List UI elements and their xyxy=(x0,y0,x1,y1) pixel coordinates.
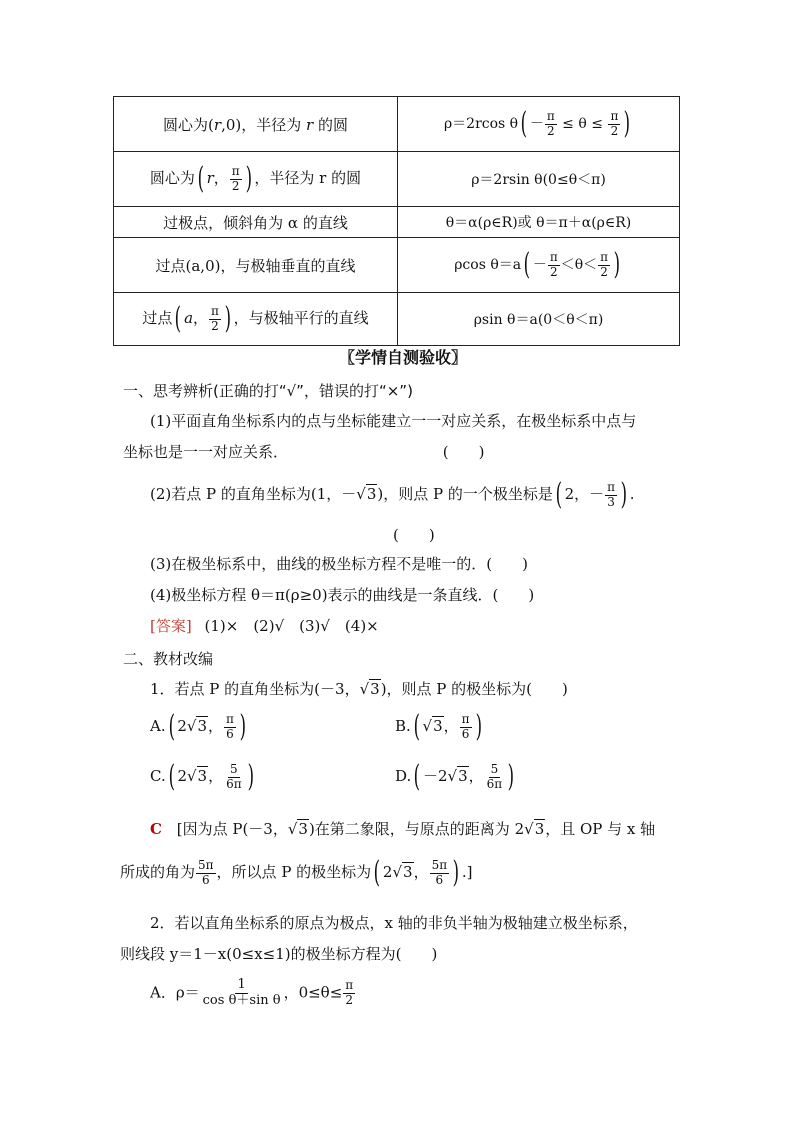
numerator: π xyxy=(231,163,240,178)
table-cell: 过点( a， $\frac{\pi}{2}$ ) ，与极轴平行的直线 xyxy=(114,293,398,346)
bracket-right: 〗 xyxy=(451,348,468,367)
question-text: 2，－ xyxy=(564,485,605,503)
denominator: 2 xyxy=(345,992,354,1007)
solution-text: )在第二象限，与原点的距离为 2 xyxy=(308,820,525,838)
table-cell xyxy=(114,207,398,238)
denominator: 2 xyxy=(231,178,240,193)
radicand: 3 xyxy=(197,717,207,735)
numerator: π xyxy=(345,978,354,993)
radicand: 3 xyxy=(433,717,443,735)
cell-text: ,0)，半径为 xyxy=(221,115,306,134)
sqrt-expression: √3 xyxy=(524,820,545,838)
sqrt-expression: √3 xyxy=(422,717,443,735)
right-paren: ) xyxy=(239,709,246,744)
numerator: 5π xyxy=(431,857,448,872)
right-paren: ) xyxy=(247,759,254,794)
table-row xyxy=(114,293,680,346)
answer-blank: ( ) xyxy=(393,526,435,544)
cell-text: ，半径为 r 的圆 xyxy=(254,169,362,187)
question-text: )，则点 P 的极坐标为( ) xyxy=(380,680,568,698)
left-paren: ( xyxy=(373,855,381,890)
solution-line2: 所成的角为 $\frac{5\pi}{6}$ ，所以点 P 的极坐标为( 2√3， $\frac{5\pi}{6}$ ) .] xyxy=(120,855,473,890)
fraction xyxy=(485,763,505,792)
solution-text: ，且 OP 与 x 轴 xyxy=(545,820,656,838)
bracket-left: 〖 xyxy=(339,348,356,367)
option-text: ，0≤θ≤ xyxy=(283,983,343,1002)
cell-text: 过点(a,0)，与极轴垂直的直线 xyxy=(155,256,356,275)
table-cell: 圆心为( r， $\frac{\pi}{2}$ ) ，半径为 r 的圆 xyxy=(114,152,398,207)
table-cell xyxy=(398,238,680,293)
right-paren: ) xyxy=(452,855,460,890)
cell-text: 过极点，倾斜角为 α 的直线 xyxy=(163,213,348,232)
part1-title: 一、思考辨析(正确的打“√”，错误的打“×”) xyxy=(123,382,413,400)
cell-text: 过点 xyxy=(142,309,173,327)
table-row xyxy=(114,152,680,207)
section-heading xyxy=(339,345,467,368)
solution-line1 xyxy=(150,818,655,839)
option-label: A．ρ＝ xyxy=(150,983,200,1002)
table-row xyxy=(114,207,680,238)
cell-text: ρcos θ＝a xyxy=(454,257,522,273)
numerator: π xyxy=(461,711,470,726)
denominator: 6π xyxy=(486,776,503,791)
solution-text: ，所以点 P 的极坐标为 xyxy=(216,863,372,881)
option-text: 2 xyxy=(177,717,187,735)
table-cell xyxy=(398,97,680,152)
table-cell xyxy=(114,97,398,152)
q3-line: (3)在极坐标系中，曲线的极坐标方程不是唯一的．( ) xyxy=(150,555,528,573)
cell-text: 圆心为( xyxy=(163,115,214,134)
cell-text: ＜θ＜ xyxy=(560,257,598,273)
table-cell xyxy=(398,293,680,346)
fraction xyxy=(209,305,221,334)
right-paren: ) xyxy=(623,106,631,141)
table-row xyxy=(114,238,680,293)
left-paren: ( xyxy=(555,477,562,512)
numerator: π xyxy=(549,249,558,264)
cell-text: θ＝α(ρ∈R)或 θ＝π＋α(ρ∈R) xyxy=(445,215,632,231)
fraction xyxy=(343,979,355,1008)
q1-line2 xyxy=(123,441,485,462)
cell-text: － xyxy=(532,257,547,273)
answer-label: [答案] xyxy=(150,617,192,635)
answer-blank: ( ) xyxy=(442,443,485,461)
option-label: D. xyxy=(395,767,412,785)
fraction xyxy=(224,713,236,742)
fraction xyxy=(224,763,244,792)
right-paren: ) xyxy=(224,301,232,336)
p2-q2-line2: 则线段 y＝1－x(0≤x≤1)的极坐标方程为( ) xyxy=(120,945,438,963)
fraction xyxy=(196,859,216,888)
right-paren: ) xyxy=(245,161,252,196)
fraction xyxy=(230,165,242,194)
sqrt-expression: √3 xyxy=(356,485,377,503)
p2-q2-line1: 2．若以直角坐标系的原点为极点，x 轴的非负半轴为极轴建立极坐标系， xyxy=(150,914,638,932)
fraction xyxy=(548,251,560,280)
cell-text: ρ＝2rsin θ(0≤θ＜π) xyxy=(471,172,606,188)
right-paren: ) xyxy=(507,759,515,794)
table-cell xyxy=(398,152,680,207)
cell-text: ρ＝2rcos θ xyxy=(443,116,519,132)
answer-line xyxy=(150,615,379,636)
denominator: cos θ＋sin θ xyxy=(202,992,281,1008)
solution-text: 2 xyxy=(382,863,393,881)
radicand: 3 xyxy=(458,767,468,785)
cell-text: ，与极轴平行的直线 xyxy=(233,309,369,327)
option-label: B. xyxy=(395,717,411,735)
left-paren: ( xyxy=(168,759,175,794)
left-paren: ( xyxy=(413,759,421,794)
numerator: 5π xyxy=(198,857,214,872)
radicand: 3 xyxy=(370,680,380,698)
solution-answer-letter: C xyxy=(150,820,162,838)
solution-text: .] xyxy=(461,863,473,881)
radicand: 3 xyxy=(197,767,208,785)
numerator: π xyxy=(546,108,555,123)
numerator: π xyxy=(610,108,619,123)
q1-line1: (1)平面直角坐标系内的点与坐标能建立一一对应关系，在极坐标系中点与 xyxy=(150,412,637,430)
fraction xyxy=(201,978,283,1009)
denominator: 6 xyxy=(435,872,444,887)
option-label: C. xyxy=(150,767,166,785)
fraction xyxy=(460,713,472,742)
solution-text: 所成的角为 xyxy=(120,863,196,881)
cell-text: ρsin θ＝a(0＜θ＜π) xyxy=(473,312,604,328)
answer-text: (1)× (2)√ (3)√ (4)× xyxy=(204,617,379,635)
cell-text: r xyxy=(306,115,314,134)
sqrt-expression: √3 xyxy=(359,680,380,698)
q2-line: (2)若点 P 的直角坐标为(1，－√3)，则点 P 的一个极坐标是( 2，－ $\frac{\pi}{3}$ ) . xyxy=(150,477,635,512)
numerator: π xyxy=(226,711,234,726)
question-text: )，则点 P 的一个极坐标是 xyxy=(377,485,553,503)
fraction xyxy=(545,110,557,139)
left-paren: ( xyxy=(520,106,528,141)
cell-text: 的圆 xyxy=(313,115,348,134)
cell-text: 圆心为 xyxy=(149,169,195,187)
numerator: 5 xyxy=(490,761,499,776)
option-a[interactable]: A.( 2√3， $\frac{\pi}{6}$ ) xyxy=(150,709,246,744)
left-paren: ( xyxy=(413,709,420,744)
option-text: －2 xyxy=(422,767,448,785)
sqrt-expression: √3 xyxy=(186,767,208,785)
denominator: 6 xyxy=(201,872,210,887)
cell-text: r xyxy=(213,115,222,134)
cell-text: a xyxy=(184,309,194,327)
fraction xyxy=(605,481,617,510)
numerator: 5 xyxy=(230,761,238,776)
radicand: 3 xyxy=(298,820,308,838)
right-paren: ) xyxy=(613,247,621,282)
denominator: 6π xyxy=(226,776,242,791)
sqrt-expression: √3 xyxy=(186,717,207,735)
denominator: 2 xyxy=(600,264,608,279)
table-cell xyxy=(114,238,398,293)
q4-line: (4)极坐标方程 θ＝π(ρ≥0)表示的曲线是一条直线．( ) xyxy=(150,586,535,604)
denominator: 2 xyxy=(610,123,619,138)
sqrt-expression: √3 xyxy=(392,863,413,881)
right-paren: ) xyxy=(620,477,628,512)
p2-q2-option-a[interactable] xyxy=(150,978,356,1009)
numerator: 1 xyxy=(237,977,246,992)
option-text: 2 xyxy=(177,767,187,785)
cell-text: ≤ θ ≤ xyxy=(557,116,608,132)
question-text: (2)若点 P 的直角坐标为(1，－ xyxy=(150,485,357,503)
numerator: π xyxy=(607,479,616,494)
right-paren: ) xyxy=(475,709,482,744)
fraction xyxy=(430,859,450,888)
table-row xyxy=(114,97,680,152)
sqrt-expression: √3 xyxy=(447,767,468,785)
question-text: 1．若点 P 的直角坐标为(－3， xyxy=(150,680,360,698)
sqrt-expression: √3 xyxy=(287,820,308,838)
cell-text: r xyxy=(206,169,214,187)
option-d[interactable]: D.( －2√3， $\frac{5}{6\pi}$ ) xyxy=(395,759,515,794)
left-paren: ( xyxy=(523,247,531,282)
p2-q1-line xyxy=(150,678,568,699)
denominator: 6 xyxy=(461,726,470,741)
option-label: A. xyxy=(150,717,166,735)
fraction xyxy=(608,110,620,139)
table-cell xyxy=(398,207,680,238)
radicand: 3 xyxy=(403,863,413,881)
radicand: 3 xyxy=(366,485,377,503)
denominator: 6 xyxy=(226,726,234,741)
question-text: 坐标也是一一对应关系． xyxy=(123,443,289,461)
cell-text: － xyxy=(529,116,544,132)
solution-text: [因为点 P(－3， xyxy=(176,820,288,838)
denominator: 2 xyxy=(211,318,219,333)
fraction xyxy=(598,251,610,280)
left-paren: ( xyxy=(168,709,175,744)
polar-equation-table xyxy=(113,96,680,346)
left-paren: ( xyxy=(197,161,204,196)
radicand: 3 xyxy=(534,820,545,838)
part2-title: 二、教材改编 xyxy=(123,650,214,668)
option-b[interactable]: B.( √3， $\frac{\pi}{6}$ ) xyxy=(395,709,482,744)
denominator: 2 xyxy=(549,264,558,279)
option-c[interactable]: C.( 2√3， $\frac{5}{6\pi}$ ) xyxy=(150,759,254,794)
numerator: π xyxy=(211,303,219,318)
heading-text: 学情自测验收 xyxy=(355,348,452,367)
numerator: π xyxy=(600,249,609,264)
denominator: 2 xyxy=(546,123,555,138)
denominator: 3 xyxy=(607,494,615,509)
left-paren: ( xyxy=(174,301,182,336)
